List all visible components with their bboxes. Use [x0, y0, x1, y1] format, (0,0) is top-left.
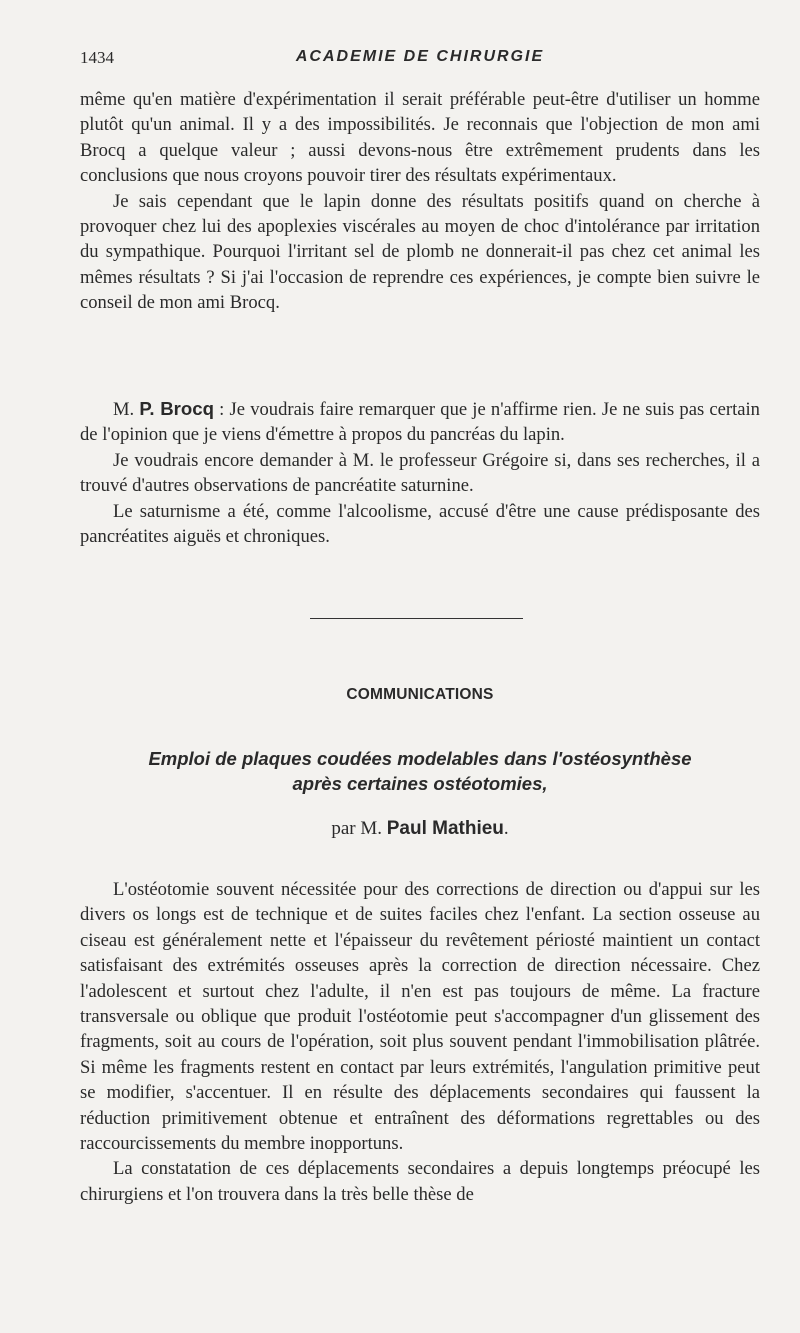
- byline-suffix: .: [503, 818, 509, 839]
- article-body: [80, 877, 760, 1207]
- discussion-continuation: [80, 87, 760, 316]
- byline: [80, 818, 760, 840]
- brocq-remarks: [80, 396, 760, 549]
- running-title: ACADEMIE DE CHIRURGIE: [295, 48, 545, 65]
- paragraph: Je sais cependant que le lapin donne des résultats positifs quand on cherche à provoquer chez lui des apoplexies viscérales au moyen de choc d'intolérance par irritation du sympathique. Pourquoi l'irritant sel de plomb ne donnerait-il pas chez cet animal les mêmes résultats ? Si j'ai l'occasion de reprendre ces expériences, je compte bien suivre le conseil de mon ami Brocq.: [80, 190, 760, 314]
- paragraph: [80, 396, 760, 448]
- section-divider: [310, 618, 523, 619]
- speaker-name: P. Brocq: [139, 398, 214, 419]
- article-title: [80, 746, 760, 796]
- paragraph: La constatation de ces déplacements secondaires a depuis longtemps préocupé les chirurgiens et l'on trouvera dans la très belle thèse de: [80, 1158, 760, 1205]
- paragraph: Le saturnisme a été, comme l'alcoolisme, accusé d'être une cause prédisposante des pancréatites aiguës et chroniques.: [80, 500, 760, 548]
- section-heading: COMMUNICATIONS: [346, 686, 494, 703]
- title-line: après certaines ostéotomies,: [292, 773, 548, 794]
- paragraph: L'ostéotomie souvent nécessitée pour des corrections de direction ou d'appui sur les divers os longs est de technique et de suites faciles chez l'enfant. La section osseuse au ciseau est généralement nette et l'épaisseur du revêtement périosté maintient un contact satisfaisant des extrémités osseuses après la correction de direction nécessaire. Chez l'adolescent et surtout chez l'adulte, il n'en est pas toujours de même. La fracture transversale ou oblique que produit l'ostéotomie peut s'accompagner d'un glissement des fragments, soit au cours de l'opération, soit plus souvent pendant l'immobilisation plâtrée. Si même les fragments restent en contact par leurs extrémités, l'angulation primitive peut se modifier, s'accentuer. Il en résulte des déplacements secondaires qui faussent la réduction primitivement obtenue et entraînent des déformations regrettables ou des raccourcissements du membre inopportuns.: [80, 879, 760, 1155]
- byline-prefix: par M.: [331, 818, 387, 839]
- speaker-text: : Je voudrais faire remarquer que je n'affirme rien. Je ne suis pas certain de l'opinion que je viens d'émettre à propos du pancréas du lapin.: [80, 399, 760, 446]
- speaker-prefix: M.: [113, 399, 140, 420]
- author-name: Paul Mathieu: [386, 818, 504, 839]
- title-line: Emploi de plaques coudées modelables dans l'ostéosynthèse: [148, 748, 692, 769]
- page-header: [80, 48, 760, 72]
- page-number: 1434: [80, 48, 114, 67]
- paragraph: Je voudrais encore demander à M. le professeur Grégoire si, dans ses recherches, il a trouvé d'autres observations de pancréatite saturnine.: [80, 449, 760, 497]
- paragraph: même qu'en matière d'expérimentation il serait préférable peut-être d'utiliser un homme plutôt qu'un animal. Il y a des impossibilités. Je reconnais que l'objection de mon ami Brocq a quelque valeur ; aussi devons-nous être extrêmement prudents dans les conclusions que nous croyons pouvoir tirer des résultats expérimentaux.: [80, 89, 760, 187]
